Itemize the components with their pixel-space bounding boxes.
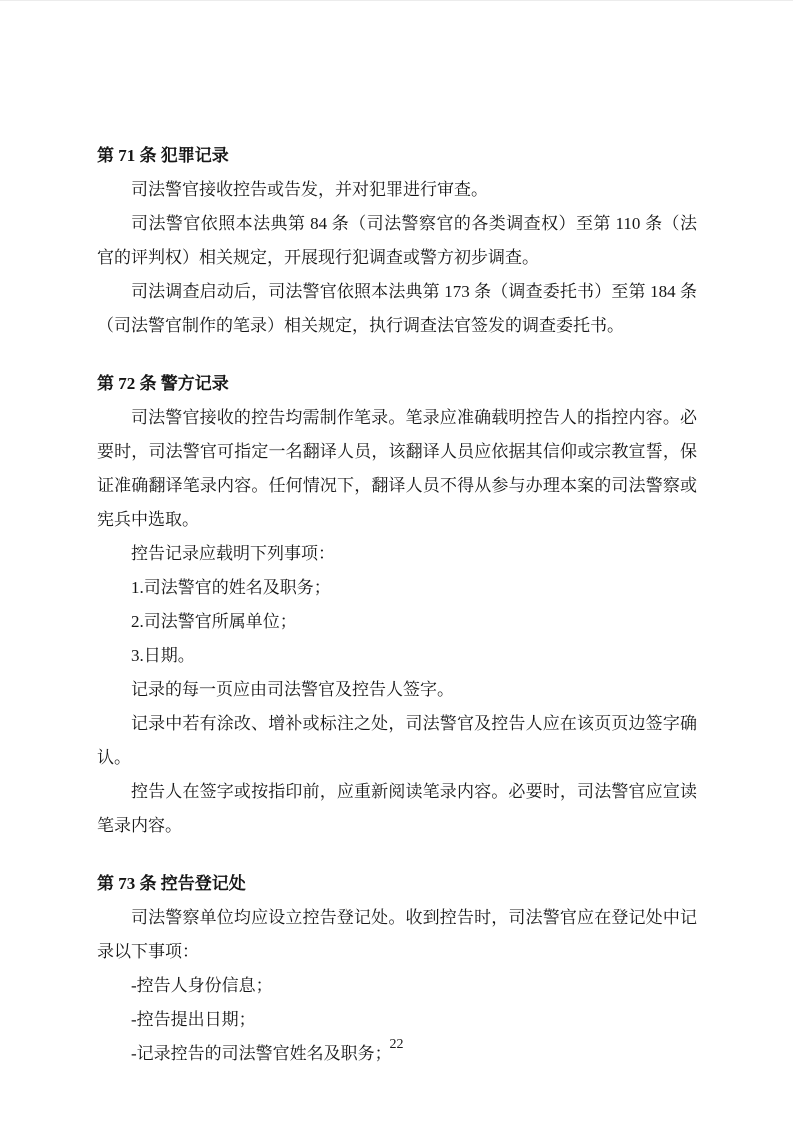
document-content xyxy=(97,139,697,1071)
article-72 xyxy=(97,367,697,843)
article-72-paragraph-3: 记录的每一页应由司法警官及控告人签字。 xyxy=(131,680,454,699)
article-72-paragraph-4: 记录中若有涂改、增补或标注之处，司法警官及控告人应在该页页边签字确认。 xyxy=(97,714,697,767)
article-72-list-item-1: 1.司法警官的姓名及职务； xyxy=(131,578,331,597)
article-71-paragraph-3: 司法调查启动后，司法警官依照本法典第 173 条（调查委托书）至第 184 条（司法警官制作的笔录）相关规定，执行调查法官签发的调查委托书。 xyxy=(97,282,697,335)
article-72-heading: 第 72 条 警方记录 xyxy=(97,374,229,393)
article-73-heading: 第 73 条 控告登记处 xyxy=(97,874,246,893)
article-72-paragraph-2: 控告记录应载明下列事项： xyxy=(131,544,335,563)
article-73-list-item-1: -控告人身份信息； xyxy=(131,976,273,995)
article-72-list-item-2: 2.司法警官所属单位； xyxy=(131,612,297,631)
article-72-paragraph-1: 司法警官接收的控告均需制作笔录。笔录应准确载明控告人的指控内容。必要时，司法警官可指定一名翻译人员，该翻译人员应依据其信仰或宗教宣誓，保证准确翻译笔录内容。任何情况下，翻译人员不得从参与办理本案的司法警察或宪兵中选取。 xyxy=(97,408,697,529)
article-71-heading: 第 71 条 犯罪记录 xyxy=(97,146,229,165)
article-71-paragraph-1: 司法警官接收控告或告发，并对犯罪进行审查。 xyxy=(131,180,488,199)
article-71 xyxy=(97,139,697,343)
article-73-paragraph-1: 司法警察单位均应设立控告登记处。收到控告时，司法警官应在登记处中记录以下事项： xyxy=(97,908,697,961)
page-number: 22 xyxy=(389,1037,404,1052)
article-73-list-item-2: -控告提出日期； xyxy=(131,1010,256,1029)
article-71-paragraph-2: 司法警官依照本法典第 84 条（司法警察官的各类调查权）至第 110 条（法官的评判权）相关规定，开展现行犯调查或警方初步调查。 xyxy=(97,214,697,267)
article-73-list-item-3: -记录控告的司法警官姓名及职务； xyxy=(131,1044,392,1063)
article-72-paragraph-5: 控告人在签字或按指印前，应重新阅读笔录内容。必要时，司法警官应宣读笔录内容。 xyxy=(97,782,697,835)
article-72-list-item-3: 3.日期。 xyxy=(131,646,195,665)
